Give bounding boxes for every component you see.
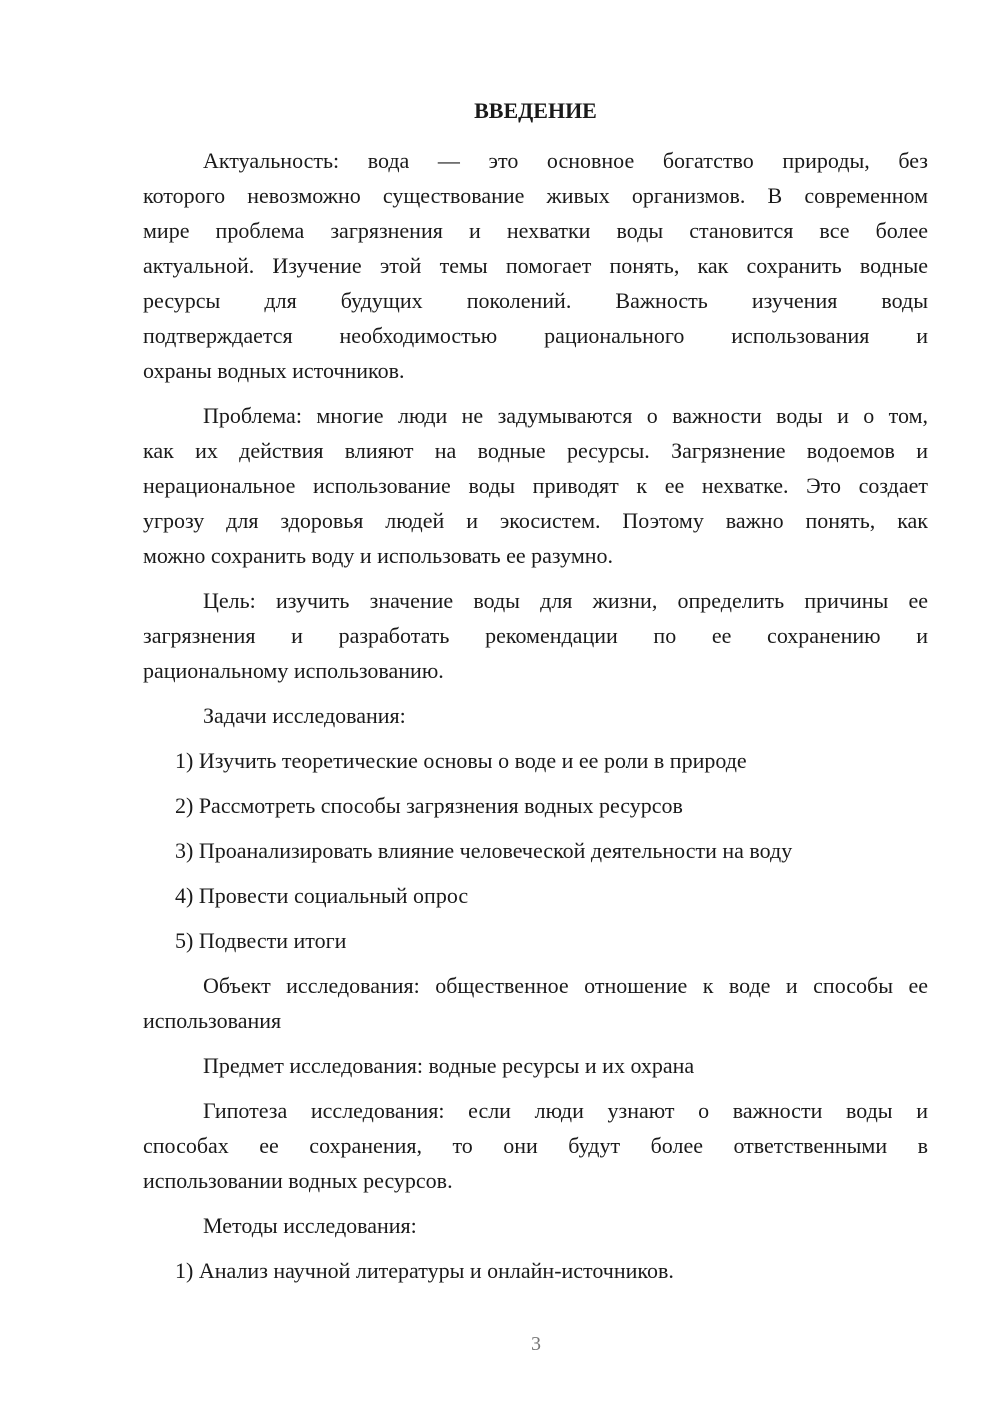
text-line: мире проблема загрязнения и нехватки воды становится все более	[143, 218, 928, 243]
text-line: Цель: изучить значение воды для жизни, определить причины ее	[203, 588, 928, 613]
paragraph	[143, 583, 928, 688]
list-item	[143, 743, 928, 778]
text-line: использовании водных ресурсов.	[143, 1168, 453, 1193]
list-item	[143, 878, 928, 913]
text-line: подтверждается необходимостью рационального использования и	[143, 323, 928, 348]
paragraph	[143, 1093, 928, 1198]
text-line: как их действия влияют на водные ресурсы. Загрязнение водоемов и	[143, 438, 928, 463]
text-line: 1) Изучить теоретические основы о воде и ее роли в природе	[175, 748, 747, 773]
text-line: которого невозможно существование живых организмов. В современном	[143, 183, 928, 208]
text-line: можно сохранить воду и использовать ее разумно.	[143, 543, 614, 568]
text-line: рациональному использованию.	[143, 658, 444, 683]
paragraph	[143, 698, 928, 733]
paragraph	[143, 1048, 928, 1083]
text-line: Методы исследования:	[203, 1213, 417, 1238]
text-line: загрязнения и разработать рекомендации по ее сохранению и	[143, 623, 928, 648]
text-line: способах ее сохранения, то они будут более ответственными в	[143, 1133, 928, 1158]
text-line: Гипотеза исследования: если люди узнают о важности воды и	[203, 1098, 928, 1123]
section-heading: ВВЕДЕНИЕ	[474, 98, 597, 123]
text-line: охраны водных источников.	[143, 358, 405, 383]
text-line: угрозу для здоровья людей и экосистем. Поэтому важно понять, как	[143, 508, 928, 533]
paragraph	[143, 398, 928, 573]
text-line: Задачи исследования:	[203, 703, 406, 728]
paragraph	[143, 1208, 928, 1243]
text-line: нерациональное использование воды приводят к ее нехватке. Это создает	[143, 473, 928, 498]
paragraph	[143, 143, 928, 388]
text-line: 2) Рассмотреть способы загрязнения водных ресурсов	[175, 793, 683, 818]
paragraph	[143, 968, 928, 1038]
text-line: Предмет исследования: водные ресурсы и их охрана	[203, 1053, 695, 1078]
text-line: 1) Анализ научной литературы и онлайн-источников.	[175, 1258, 674, 1283]
text-line: Актуальность: вода — это основное богатство природы, без	[203, 148, 928, 173]
text-line: Проблема: многие люди не задумываются о важности воды и о том,	[203, 403, 928, 428]
list-item	[143, 1253, 928, 1288]
list-item	[143, 788, 928, 823]
page-number: 3	[531, 1333, 541, 1355]
list-item	[143, 833, 928, 868]
text-line: актуальной. Изучение этой темы помогает понять, как сохранить водные	[143, 253, 928, 278]
list-item	[143, 923, 928, 958]
text-line: использования	[143, 1008, 282, 1033]
text-line: 4) Провести социальный опрос	[175, 883, 469, 908]
document-body	[143, 143, 928, 1298]
text-line: 5) Подвести итоги	[175, 928, 347, 953]
text-line: Объект исследования: общественное отношение к воде и способы ее	[203, 973, 928, 998]
text-line: 3) Проанализировать влияние человеческой деятельности на воду	[175, 838, 793, 863]
text-line: ресурсы для будущих поколений. Важность изучения воды	[143, 288, 928, 313]
